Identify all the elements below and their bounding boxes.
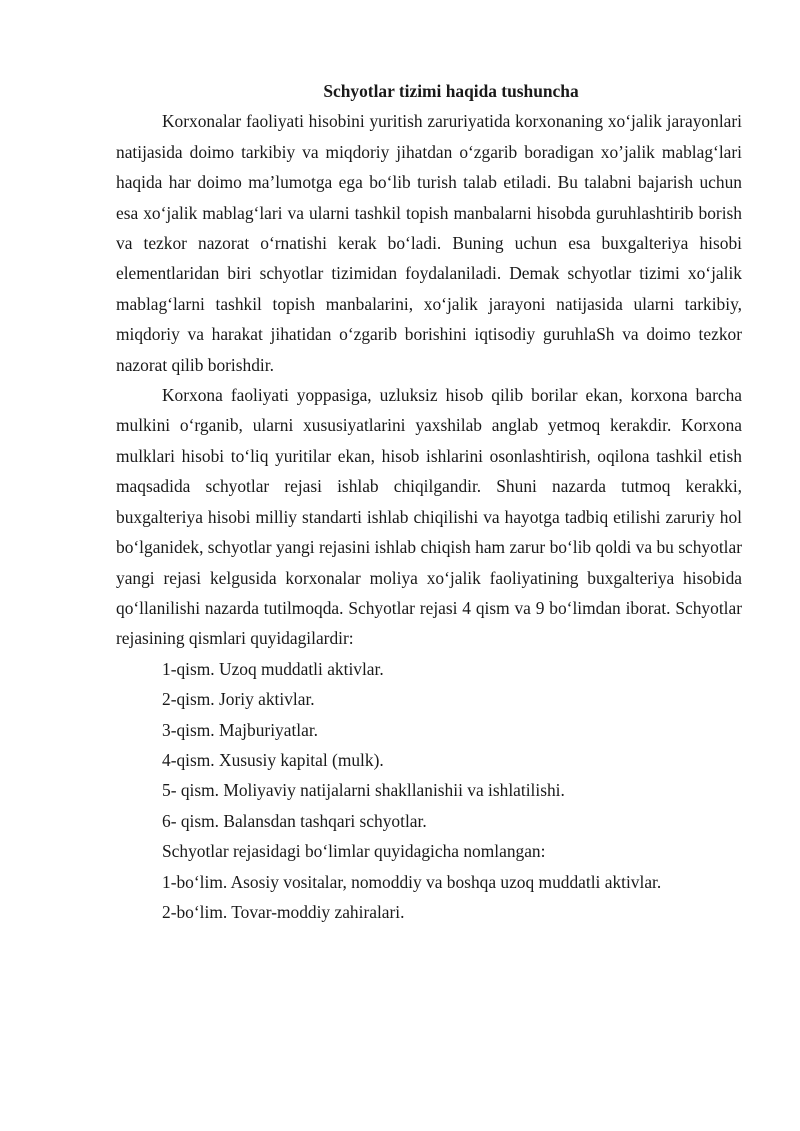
list-item-section-2: 2-bo‘lim. Tovar-moddiy zahiralari. — [162, 901, 405, 922]
list-item-part-4: 4-qism. Xususiy kapital (mulk). — [162, 749, 384, 770]
sections-intro: Schyotlar rejasidagi bo‘limlar quyidagicha nomlangan: — [162, 841, 546, 862]
list-item-part-6: 6- qism. Balansdan tashqari schyotlar. — [162, 810, 427, 831]
list-item-part-2: 2-qism. Joriy aktivlar. — [162, 689, 315, 710]
document-page — [116, 76, 742, 927]
list-item-part-1: 1-qism. Uzoq muddatli aktivlar. — [162, 658, 384, 679]
paragraph-intro: Korxonalar faoliyati hisobini yuritish zaruriyatida korxonaning xo‘jalik jarayonlari natijasida doimo tarkibiy va miqdoriy jihatdan o‘zgarib boradigan xo’jalik mablag‘lari haqida har doimo ma’lumotga ega bo‘lib turish talab etiladi. Bu talabni bajarish uchun esa xo‘jalik mablag‘lari va ularni tashkil topish manbalarni hisobda guruhlashtirib borish va tezkor nazorat o‘rnatishi kerak bo‘ladi. Buning uchun esa buxgalteriya hisobi elementlaridan biri schyotlar tizimidan foydalaniladi. Demak schyotlar tizimi xo‘jalik mablag‘larni tashkil topish manbalarini, xo‘jalik jarayoni natijasida ularni tarkibiy, miqdoriy va harakat jihatidan o‘zgarib borishini iqtisodiy guruhlaSh va doimo tezkor nazorat qilib borishdir. — [116, 111, 742, 375]
list-item-part-3: 3-qism. Majburiyatlar. — [162, 719, 319, 740]
document-title: Schyotlar tizimi haqida tushuncha — [323, 81, 579, 101]
paragraph-chart-of-accounts: Korxona faoliyati yoppasiga, uzluksiz hisob qilib borilar ekan, korxona barcha mulkini o‘rganib, ularni xususiyatlarini yaxshilab anglab yetmoq kerakdir. Korxona mulklari hisobi to‘liq yuritilar ekan, hisob ishlarini osonlashtirish, oqilona tashkil etish maqsadida schyotlar rejasi ishlab chiqilgandir. Shuni nazarda tutmoq kerakki, buxgalteriya hisobi milliy standarti ishlab chiqilishi va hayotga tadbiq etilishi zaruriy hol bo‘lganidek, schyotlar yangi rejasini ishlab chiqish ham zarur bo‘lib qoldi va bu schyotlar yangi rejasi kelgusida korxonalar moliya xo‘jalik faoliyatining buxgalteriya hisobida qo‘llanilishi nazarda tutilmoqda. Schyotlar rejasi 4 qism va 9 bo‘limdan iborat. Schyotlar rejasining qismlari quyidagilardir: — [116, 385, 742, 649]
list-item-part-5: 5- qism. Moliyaviy natijalarni shakllanishii va ishlatilishi. — [162, 780, 565, 801]
list-item-section-1: 1-bo‘lim. Asosiy vositalar, nomoddiy va boshqa uzoq muddatli aktivlar. — [162, 871, 662, 892]
